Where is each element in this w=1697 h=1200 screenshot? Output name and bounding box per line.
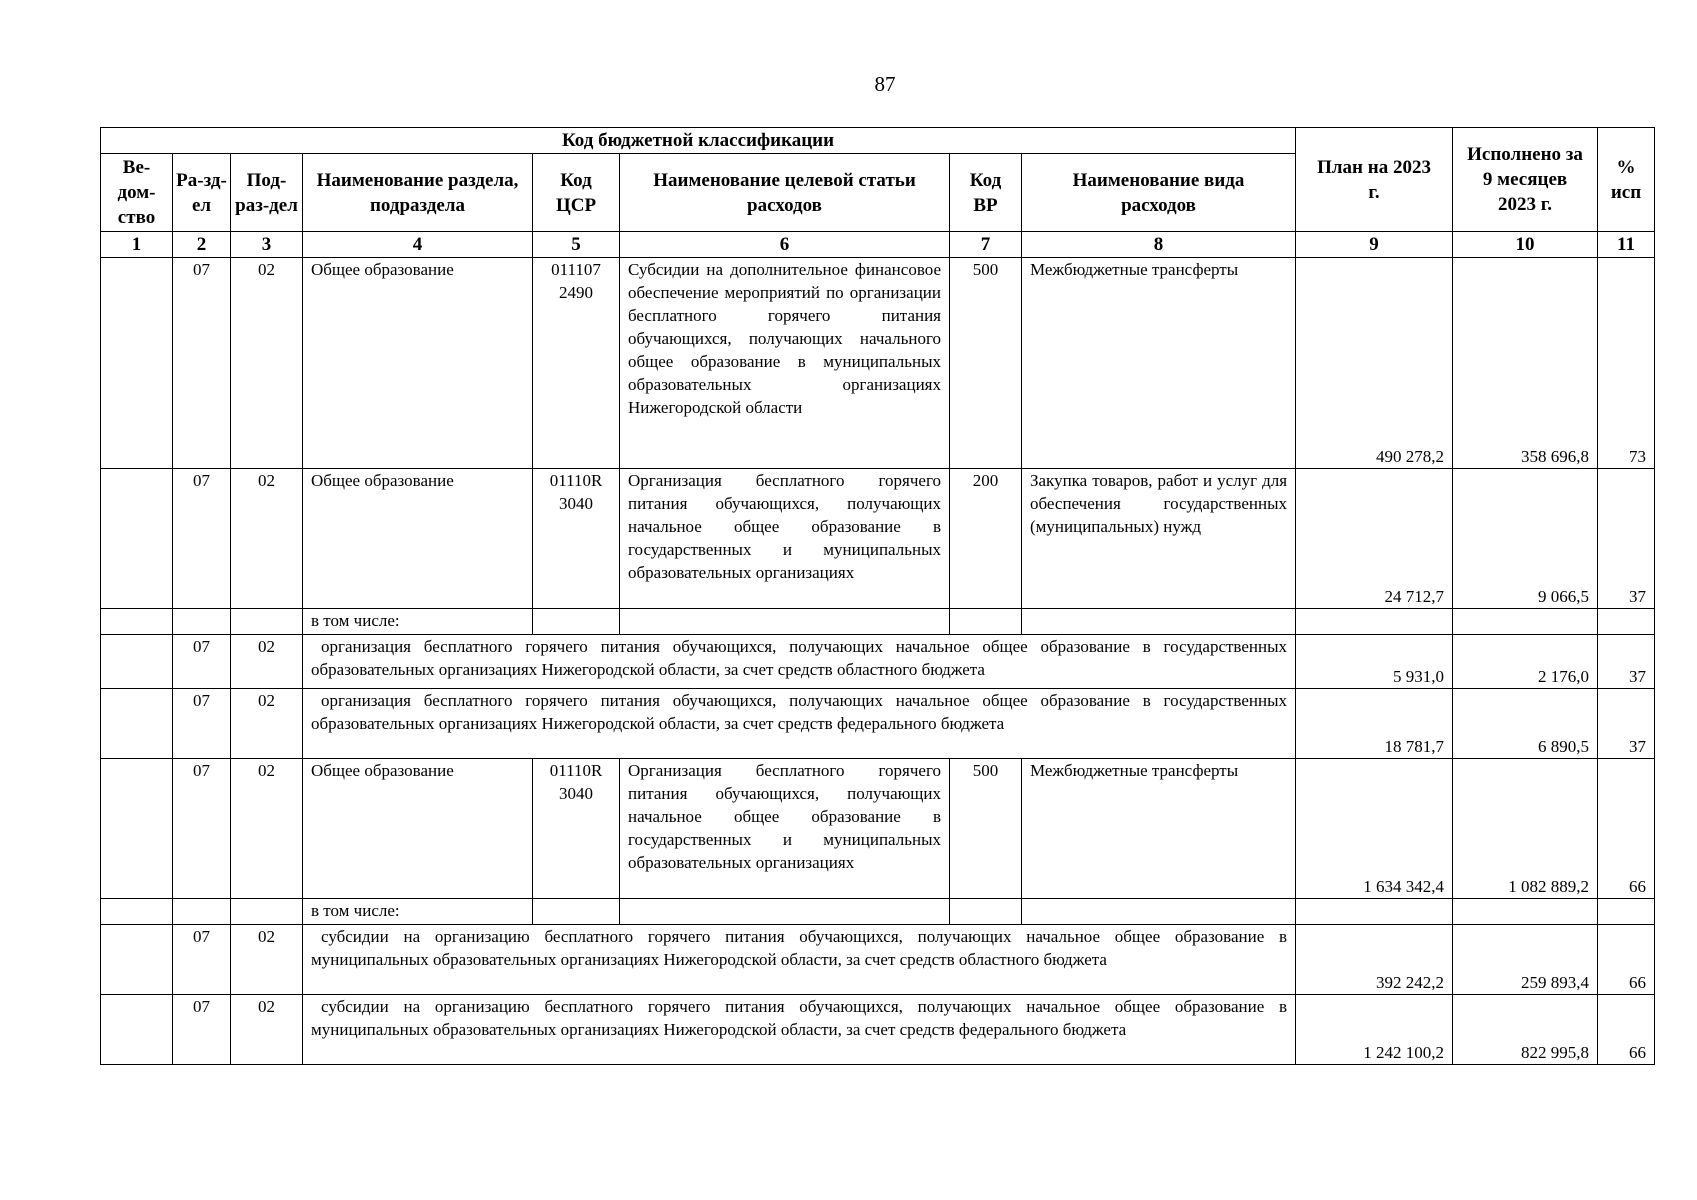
department-cell: [101, 759, 173, 899]
table-row: [101, 689, 1655, 759]
section-name-cell: Общее образование: [303, 469, 533, 609]
header-executed: Исполнено за 9 месяцев 2023 г.: [1453, 128, 1598, 232]
subitem-description: организация бесплатного горячего питания обучающихся, получающих начальное общее образование в государственных образовательных организациях Нижегородской области, за счет средств федерального бюджета: [303, 689, 1296, 759]
table-row: [101, 995, 1655, 1065]
plan-cell: 392 242,2: [1296, 925, 1453, 995]
department-cell: [101, 635, 173, 689]
column-number: 5: [533, 232, 620, 258]
executed-cell: 259 893,4: [1453, 925, 1598, 995]
executed-cell: 2 176,0: [1453, 635, 1598, 689]
department-cell: [101, 995, 173, 1065]
plan-cell: 1 242 100,2: [1296, 995, 1453, 1065]
vr-code-cell: 500: [950, 759, 1022, 899]
including-label: в том числе:: [303, 609, 533, 635]
plan-cell: 24 712,7: [1296, 469, 1453, 609]
percent-cell: 37: [1598, 469, 1655, 609]
section-cell: 07: [173, 258, 231, 469]
department-cell: [101, 925, 173, 995]
column-number: 10: [1453, 232, 1598, 258]
section-cell: 07: [173, 925, 231, 995]
subsection-cell: 02: [231, 258, 303, 469]
subitem-description: субсидии на организацию бесплатного горячего питания обучающихся, получающих начальное общее образование в муниципальных образовательных организациях Нижегородской области, за счет средств областного бюджета: [303, 925, 1296, 995]
budget-table: [100, 127, 1655, 1065]
header-target-name: Наименование целевой статьи расходов: [620, 154, 950, 232]
plan-cell: 1 634 342,4: [1296, 759, 1453, 899]
percent-cell: 66: [1598, 759, 1655, 899]
column-number: 9: [1296, 232, 1453, 258]
csr-code-cell: 011107 2490: [533, 258, 620, 469]
executed-cell: 6 890,5: [1453, 689, 1598, 759]
header-csr-code: Код ЦСР: [533, 154, 620, 232]
department-cell: [101, 689, 173, 759]
header-budget-classification: Код бюджетной классификации: [101, 128, 1296, 154]
executed-cell: 822 995,8: [1453, 995, 1598, 1065]
column-number: 7: [950, 232, 1022, 258]
vr-name-cell: Межбюджетные трансферты: [1022, 759, 1296, 899]
vr-name-cell: Межбюджетные трансферты: [1022, 258, 1296, 469]
table-header: [101, 128, 1655, 258]
executed-cell: 358 696,8: [1453, 258, 1598, 469]
column-number: 3: [231, 232, 303, 258]
vr-code-cell: 200: [950, 469, 1022, 609]
vr-code-cell: 500: [950, 258, 1022, 469]
header-vr-name: Наименование вида расходов: [1022, 154, 1296, 232]
csr-code-cell: 01110R 3040: [533, 469, 620, 609]
subsection-cell: 02: [231, 469, 303, 609]
percent-cell: 37: [1598, 635, 1655, 689]
table-row: [101, 899, 1655, 925]
column-number: 4: [303, 232, 533, 258]
table-row: [101, 469, 1655, 609]
plan-cell: 5 931,0: [1296, 635, 1453, 689]
column-number: 8: [1022, 232, 1296, 258]
table-row: [101, 925, 1655, 995]
subsection-cell: 02: [231, 759, 303, 899]
plan-cell: 18 781,7: [1296, 689, 1453, 759]
section-name-cell: Общее образование: [303, 258, 533, 469]
csr-code-cell: 01110R 3040: [533, 759, 620, 899]
percent-cell: 37: [1598, 689, 1655, 759]
column-number-row: [101, 232, 1655, 258]
column-number: 2: [173, 232, 231, 258]
column-number: 6: [620, 232, 950, 258]
subitem-description: организация бесплатного горячего питания обучающихся, получающих начальное общее образование в государственных образовательных организациях Нижегородской области, за счет средств областного бюджета: [303, 635, 1296, 689]
section-name-cell: Общее образование: [303, 759, 533, 899]
section-cell: 07: [173, 635, 231, 689]
subitem-description: субсидии на организацию бесплатного горячего питания обучающихся, получающих начальное общее образование в муниципальных образовательных организациях Нижегородской области, за счет средств федерального бюджета: [303, 995, 1296, 1065]
table-row: [101, 759, 1655, 899]
header-percent: % исп: [1598, 128, 1655, 232]
section-cell: 07: [173, 759, 231, 899]
target-name-cell: Субсидии на дополнительное финансовое обеспечение мероприятий по организации бесплатного горячего питания обучающихся, получающих начального общее образование в муниципальных образовательных организациях Нижегородской области: [620, 258, 950, 469]
target-name-cell: Организация бесплатного горячего питания обучающихся, получающих начальное общее образование в государственных и муниципальных образовательных организациях: [620, 759, 950, 899]
subsection-cell: 02: [231, 689, 303, 759]
header-section: Ра-зд-ел: [173, 154, 231, 232]
section-cell: 07: [173, 995, 231, 1065]
percent-cell: 73: [1598, 258, 1655, 469]
vr-name-cell: Закупка товаров, работ и услуг для обеспечения государственных (муниципальных) нужд: [1022, 469, 1296, 609]
column-number: 1: [101, 232, 173, 258]
department-cell: [101, 258, 173, 469]
header-department: Ве-дом-ство: [101, 154, 173, 232]
page-number: 87: [874, 72, 896, 96]
executed-cell: 9 066,5: [1453, 469, 1598, 609]
column-number: 11: [1598, 232, 1655, 258]
subsection-cell: 02: [231, 925, 303, 995]
section-cell: 07: [173, 469, 231, 609]
table-row: [101, 258, 1655, 469]
executed-cell: 1 082 889,2: [1453, 759, 1598, 899]
including-label: в том числе:: [303, 899, 533, 925]
header-section-name: Наименование раздела, подраздела: [303, 154, 533, 232]
target-name-cell: Организация бесплатного горячего питания обучающихся, получающих начальное общее образование в государственных и муниципальных образовательных организациях: [620, 469, 950, 609]
header-subsection: Под-раз-дел: [231, 154, 303, 232]
subsection-cell: 02: [231, 635, 303, 689]
header-plan: План на 2023 г.: [1296, 128, 1453, 232]
percent-cell: 66: [1598, 995, 1655, 1065]
plan-cell: 490 278,2: [1296, 258, 1453, 469]
table-row: [101, 609, 1655, 635]
percent-cell: 66: [1598, 925, 1655, 995]
subsection-cell: 02: [231, 995, 303, 1065]
department-cell: [101, 469, 173, 609]
table-row: [101, 635, 1655, 689]
header-vr-code: Код ВР: [950, 154, 1022, 232]
section-cell: 07: [173, 689, 231, 759]
